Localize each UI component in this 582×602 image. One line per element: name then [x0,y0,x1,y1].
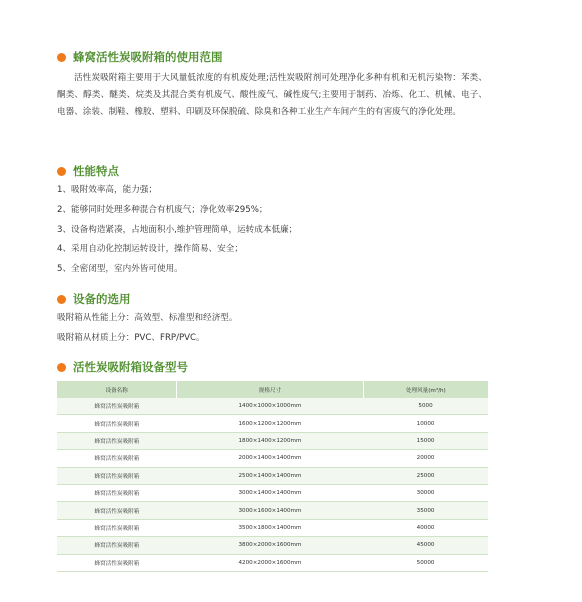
table-row [57,467,488,484]
cell-spec-size: 3800×2000×1600mm [177,537,363,554]
table-row [57,502,488,519]
cell-spec-size: 1800×1400×1200mm [177,432,363,449]
cell-device-name: 蜂窝活性炭吸附箱 [57,398,177,415]
table-row [57,537,488,554]
usage-heading [57,49,223,65]
table-row [57,415,488,432]
cell-airflow: 5000 [363,398,488,415]
cell-spec-size: 3000×1400×1400mm [177,484,363,501]
cell-device-name: 蜂窝活性炭吸附箱 [57,415,177,432]
table-row [57,450,488,467]
features-heading [57,163,119,179]
models-heading [57,359,188,375]
cell-spec-size: 2000×1400×1400mm [177,450,363,467]
selection-line: 吸附箱从性能上分：高效型、标准型和经济型。 [57,313,238,323]
orange-bullet-icon [57,295,66,304]
cell-airflow: 20000 [363,450,488,467]
usage-title: 蜂窝活性炭吸附箱的使用范围 [73,50,223,64]
cell-device-name: 蜂窝活性炭吸附箱 [57,502,177,519]
orange-bullet-icon [57,167,66,176]
cell-airflow: 10000 [363,415,488,432]
cell-device-name: 蜂窝活性炭吸附箱 [57,467,177,484]
cell-spec-size: 3000×1600×1400mm [177,502,363,519]
selection-title: 设备的选用 [73,292,131,306]
selection-line: 吸附箱从材质上分：PVC、FRP/PVC。 [57,333,205,343]
cell-device-name: 蜂窝活性炭吸附箱 [57,484,177,501]
cell-spec-size: 2500×1400×1400mm [177,467,363,484]
usage-paragraph: 活性炭吸附箱主要用于大风量低浓度的有机废处理;活性炭吸附剂可处理净化多种有机和无机污染物：苯类、酮类、醇类、醚类、烷类及其混合类有机废气、酸性废气、碱性废气;主要用于制药、冶炼、化工、机械、电子、电器、涂装、制鞋、橡胶、塑料、印刷及环保脱硫、除臭和各种工业生产车间产生的有害废气的净化处理。 [57,73,487,118]
header-spec-size: 规格尺寸 [177,381,363,398]
table-row [57,484,488,501]
cell-airflow: 30000 [363,484,488,501]
orange-bullet-icon [57,363,66,372]
models-table [57,381,488,572]
table-header-row [57,381,488,398]
cell-device-name: 蜂窝活性炭吸附箱 [57,537,177,554]
table-row [57,519,488,536]
table-row [57,554,488,571]
cell-airflow: 50000 [363,554,488,571]
header-airflow: 处理风量(m³/h) [363,381,488,398]
cell-airflow: 40000 [363,519,488,536]
models-title: 活性炭吸附箱设备型号 [73,360,188,374]
feature-item: 1、吸附效率高，能力强； [57,185,157,195]
cell-device-name: 蜂窝活性炭吸附箱 [57,519,177,536]
selection-heading [57,291,131,307]
feature-item: 3、设备构造紧凑，占地面积小,维护管理简单，运转成本低廉； [57,225,298,235]
orange-bullet-icon [57,53,66,62]
cell-spec-size: 1400×1000×1000mm [177,398,363,415]
cell-device-name: 蜂窝活性炭吸附箱 [57,554,177,571]
table-row [57,432,488,449]
header-device-name: 设备名称 [57,381,177,398]
cell-spec-size: 4200×2000×1600mm [177,554,363,571]
cell-airflow: 45000 [363,537,488,554]
cell-device-name: 蜂窝活性炭吸附箱 [57,450,177,467]
feature-item: 2、能够同时处理多种混合有机废气；净化效率295%； [57,205,268,215]
cell-spec-size: 1600×1200×1200mm [177,415,363,432]
feature-item: 4、采用自动化控制运转设计，操作简易、安全； [57,244,243,254]
cell-airflow: 15000 [363,432,488,449]
feature-item: 5、全密闭型，室内外皆可使用。 [57,264,183,274]
cell-spec-size: 3500×1800×1400mm [177,519,363,536]
table-row [57,398,488,415]
cell-device-name: 蜂窝活性炭吸附箱 [57,432,177,449]
features-title: 性能特点 [73,164,119,178]
cell-airflow: 35000 [363,502,488,519]
cell-airflow: 25000 [363,467,488,484]
